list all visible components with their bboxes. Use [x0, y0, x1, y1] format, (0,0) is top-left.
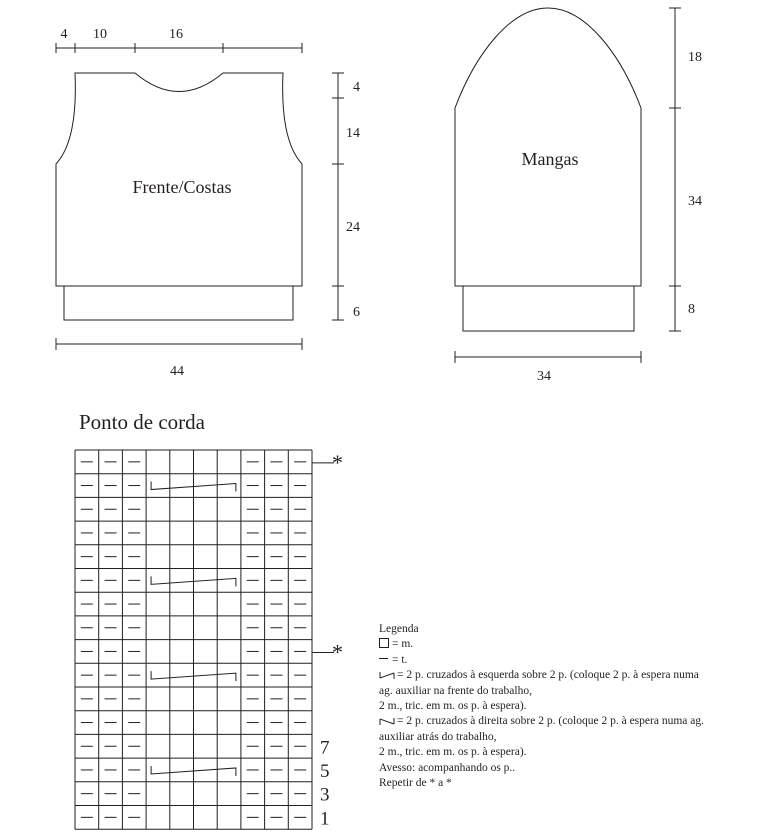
sleeve-piece-outline — [455, 8, 641, 331]
body-top-width-3: 16 — [169, 27, 183, 42]
body-height-1: 4 — [353, 80, 360, 95]
sleeve-piece-label: Mangas — [521, 149, 579, 169]
legend-cable-left-3: 2 m., tric. em m. os p. à espera). — [379, 700, 527, 713]
legend-repeat: Repetir de * a * — [379, 777, 452, 790]
row-number: 3 — [320, 784, 330, 806]
legend-knit-row — [379, 637, 763, 652]
knit-square-icon — [379, 638, 389, 648]
row-number: 7 — [320, 737, 330, 759]
stitch-chart-grid — [75, 450, 312, 829]
body-height-dimension — [332, 73, 344, 320]
legend-purl: = t. — [392, 653, 408, 666]
legend-cable-right-3: 2 m., tric. em m. os p. à espera). — [379, 746, 527, 759]
row-number: 5 — [320, 760, 330, 782]
body-piece-label: Frente/Costas — [132, 177, 232, 197]
body-top-width-2: 10 — [93, 27, 107, 42]
body-height-3: 24 — [346, 220, 360, 235]
sleeve-bottom-width: 34 — [537, 369, 551, 384]
body-bottom-width: 44 — [170, 364, 184, 379]
cable-left-icon — [379, 670, 395, 679]
body-top-width-1: 4 — [60, 27, 68, 42]
legend — [379, 622, 763, 791]
legend-wrong-side: Avesso: acompanhando os p.. — [379, 761, 516, 774]
repeat-marker: * — [332, 639, 343, 665]
legend-cable-right-2: auxiliar atrás do trabalho, — [379, 730, 497, 743]
row-number: 1 — [320, 808, 330, 830]
sleeve-height-3: 8 — [688, 302, 695, 317]
body-bottom-dimension — [56, 338, 302, 350]
body-top-dimension — [56, 43, 302, 53]
purl-dash-icon — [379, 658, 388, 659]
legend-cable-right-1: = 2 p. cruzados à direita sobre 2 p. (coloque 2 p. à espera numa ag. — [397, 715, 704, 728]
legend-cable-left-1: = 2 p. cruzados à esquerda sobre 2 p. (coloque 2 p. à espera numa — [397, 669, 699, 682]
legend-title: Legenda — [379, 623, 419, 635]
legend-purl-row — [379, 653, 763, 668]
repeat-marker: * — [332, 449, 343, 475]
chart-title: Ponto de corda — [79, 410, 205, 434]
sleeve-height-2: 34 — [688, 194, 702, 209]
stitch-chart-labels — [320, 450, 343, 829]
cable-right-icon — [379, 716, 395, 725]
legend-cable-right-row — [379, 714, 763, 729]
sleeve-bottom-dimension — [455, 351, 641, 363]
legend-cable-left-row — [379, 668, 763, 683]
legend-knit: = m. — [392, 638, 414, 651]
legend-cable-left-2: ag. auxiliar na frente do trabalho, — [379, 684, 532, 697]
sleeve-height-1: 18 — [688, 50, 702, 65]
body-height-4: 6 — [353, 305, 360, 320]
sleeve-height-dimension — [669, 8, 681, 331]
body-height-2: 14 — [346, 126, 360, 141]
